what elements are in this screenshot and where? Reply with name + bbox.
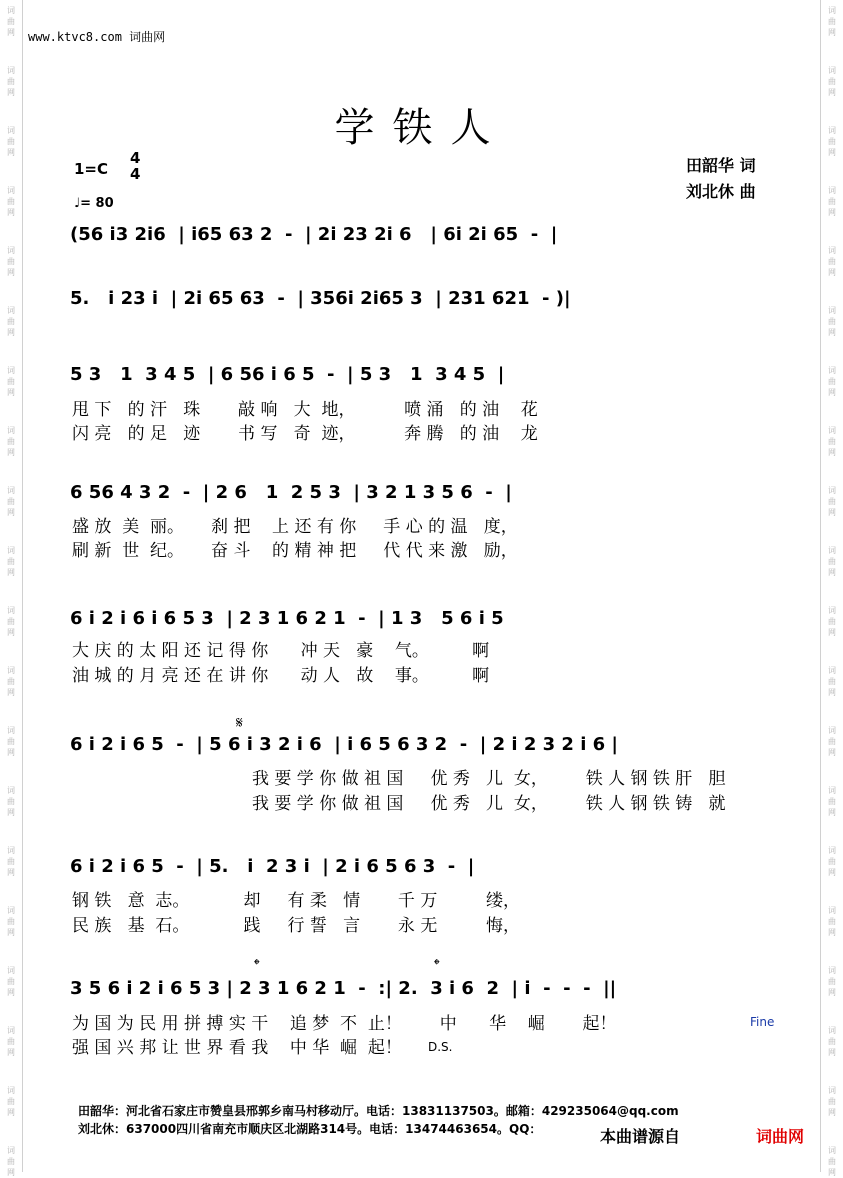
- watermark-glyph: 词: [7, 966, 15, 975]
- watermark-glyph: 词: [828, 186, 836, 195]
- watermark-glyph: 网: [7, 328, 15, 337]
- watermark-glyph: 词: [7, 546, 15, 555]
- watermark-glyph: 曲: [828, 77, 836, 86]
- watermark-glyph: 网: [7, 268, 15, 277]
- watermark-glyph: 曲: [7, 617, 15, 626]
- notation-row-6: 6 i 2 i 6 5 - | 5 6 i 3 2 i 6 | i 6 5 6 3 2 - | 2 i 2 3 2 i 6 |: [70, 734, 618, 755]
- lyric-line-6b: 我 要 学 你 做 祖 国 优 秀 儿 女， 铁 人 钢 铁 铸 就: [252, 794, 726, 814]
- watermark-glyph: 词: [828, 306, 836, 315]
- watermark-glyph: 词: [828, 246, 836, 255]
- lyric-line-7a: 钢 铁 意 志。 却 有 柔 情 千 万 缕，: [72, 891, 520, 911]
- watermark-glyph: 网: [828, 148, 836, 157]
- watermark-glyph: 词: [828, 966, 836, 975]
- watermark-glyph: 网: [7, 748, 15, 757]
- notation-row-7: 6 i 2 i 6 5 - | 5. i 2 3 i | 2 i 6 5 6 3 - |: [70, 856, 475, 877]
- watermark-glyph: 网: [828, 988, 836, 997]
- watermark-glyph: 词: [7, 246, 15, 255]
- lyric-line-7b: 民 族 基 石。 践 行 誓 言 永 无 悔，: [72, 916, 520, 936]
- watermark-glyph: 词: [828, 606, 836, 615]
- watermark-glyph: 曲: [828, 137, 836, 146]
- watermark-glyph: 网: [7, 1048, 15, 1057]
- watermark-glyph: 词: [7, 786, 15, 795]
- watermark-glyph: 曲: [7, 977, 15, 986]
- watermark-glyph: 网: [828, 868, 836, 877]
- watermark-glyph: 曲: [7, 1037, 15, 1046]
- watermark-glyph: 曲: [828, 797, 836, 806]
- source-label: 本曲谱源自: [600, 1127, 681, 1146]
- lyric-line-3b: 闪 亮 的 足 迹 书 写 奇 迹， 奔 腾 的 油 龙: [72, 424, 538, 444]
- watermark-glyph: 词: [828, 1146, 836, 1155]
- watermark-glyph: 曲: [828, 617, 836, 626]
- watermark-glyph: 曲: [828, 557, 836, 566]
- quarter-note-icon: ♩: [74, 196, 81, 211]
- watermark-glyph: 曲: [828, 257, 836, 266]
- notation-row-4: 6 56 4 3 2 - | 2 6 1 2 5 3 | 3 2 1 3 5 6 - |: [70, 482, 512, 503]
- watermark-glyph: 曲: [7, 797, 15, 806]
- lyric-line-5b: 油 城 的 月 亮 还 在 讲 你 动 人 故 事。 啊: [72, 666, 490, 686]
- watermark-glyph: 曲: [7, 137, 15, 146]
- left-watermark-strip: [0, 0, 23, 1177]
- watermark-glyph: 曲: [7, 317, 15, 326]
- meter-top: 4: [130, 149, 141, 167]
- watermark-glyph: 词: [828, 906, 836, 915]
- site-header[interactable]: [28, 28, 165, 45]
- watermark-glyph: 曲: [7, 377, 15, 386]
- footer-composer-contact: 刘北休：637000四川省南充市顺庆区北湖路314号。电话：13474463654。QQ：: [78, 1122, 542, 1136]
- watermark-glyph: 曲: [828, 377, 836, 386]
- watermark-glyph: 网: [828, 688, 836, 697]
- watermark-glyph: 词: [7, 1026, 15, 1035]
- watermark-glyph: 词: [828, 1026, 836, 1035]
- watermark-glyph: 词: [7, 66, 15, 75]
- watermark-glyph: 词: [7, 1146, 15, 1155]
- watermark-glyph: 曲: [828, 1037, 836, 1046]
- watermark-glyph: 网: [828, 88, 836, 97]
- watermark-glyph: 词: [7, 1086, 15, 1095]
- watermark-glyph: 网: [828, 1168, 836, 1177]
- lyric-line-6a: 我 要 学 你 做 祖 国 优 秀 儿 女， 铁 人 钢 铁 肝 胆: [252, 769, 726, 789]
- tempo-marking: [74, 196, 114, 211]
- watermark-glyph: 网: [828, 388, 836, 397]
- watermark-glyph: 词: [7, 906, 15, 915]
- watermark-glyph: 网: [828, 208, 836, 217]
- watermark-glyph: 网: [828, 508, 836, 517]
- watermark-glyph: 网: [828, 1108, 836, 1117]
- watermark-glyph: 曲: [7, 1157, 15, 1166]
- lyric-line-3a: 甩 下 的 汗 珠 敲 响 大 地， 喷 涌 的 油 花: [72, 400, 538, 420]
- watermark-glyph: 网: [7, 388, 15, 397]
- watermark-glyph: 词: [7, 306, 15, 315]
- watermark-glyph: 词: [7, 726, 15, 735]
- watermark-glyph: 词: [7, 846, 15, 855]
- watermark-glyph: 词: [7, 6, 15, 15]
- watermark-glyph: 网: [828, 28, 836, 37]
- watermark-glyph: 曲: [7, 257, 15, 266]
- watermark-glyph: 词: [828, 486, 836, 495]
- watermark-glyph: 曲: [7, 497, 15, 506]
- watermark-glyph: 词: [828, 726, 836, 735]
- notation-row-5: 6 i 2 i 6 i 6 5 3 | 2 3 1 6 2 1 - | 1 3 5 6 i 5: [70, 608, 504, 629]
- watermark-glyph: 词: [828, 1086, 836, 1095]
- watermark-glyph: 网: [7, 508, 15, 517]
- watermark-glyph: 网: [828, 328, 836, 337]
- watermark-glyph: 曲: [7, 917, 15, 926]
- watermark-glyph: 曲: [828, 737, 836, 746]
- watermark-glyph: 词: [828, 66, 836, 75]
- watermark-glyph: 曲: [828, 857, 836, 866]
- notation-row-1: (56 i3 2i6 | i65 63 2 - | 2i 23 2i 6 | 6i 2i 65 - |: [70, 224, 558, 245]
- watermark-glyph: 词: [828, 6, 836, 15]
- watermark-glyph: 曲: [828, 437, 836, 446]
- watermark-glyph: 网: [7, 28, 15, 37]
- right-watermark-strip: [820, 0, 843, 1177]
- watermark-glyph: 曲: [7, 737, 15, 746]
- footer-lyricist-contact: 田韶华：河北省石家庄市赞皇县邢郭乡南马村移动厅。电话：13831137503。邮箱：429235064@qq.com: [78, 1104, 679, 1118]
- watermark-glyph: 曲: [7, 197, 15, 206]
- watermark-glyph: 网: [7, 808, 15, 817]
- watermark-glyph: 曲: [828, 917, 836, 926]
- ds-marking: D.S.: [428, 1040, 453, 1054]
- lyric-line-8a: 为 国 为 民 用 拼 搏 实 干 追 梦 不 止！ 中 华 崛 起！: [72, 1014, 617, 1034]
- watermark-glyph: 曲: [828, 17, 836, 26]
- watermark-glyph: 曲: [7, 677, 15, 686]
- watermark-glyph: 词: [828, 666, 836, 675]
- tempo-value: = 80: [80, 196, 114, 211]
- watermark-glyph: 网: [7, 208, 15, 217]
- watermark-glyph: 网: [828, 808, 836, 817]
- watermark-glyph: 词: [7, 186, 15, 195]
- watermark-glyph: 曲: [7, 77, 15, 86]
- notation-row-3: 5 3 1 3 4 5 | 6 56 i 6 5 - | 5 3 1 3 4 5 |: [70, 364, 505, 385]
- watermark-glyph: 网: [828, 448, 836, 457]
- watermark-glyph: 曲: [7, 857, 15, 866]
- coda-mark-1: 𝄌: [254, 955, 260, 974]
- watermark-glyph: 网: [7, 1168, 15, 1177]
- composer-credit: 刘北休 曲: [686, 182, 756, 201]
- segno-mark: 𝄋: [236, 713, 243, 732]
- lyric-line-8b: 强 国 兴 邦 让 世 界 看 我 中 华 崛 起！: [72, 1038, 402, 1058]
- notation-row-2: 5. i 23 i | 2i 65 63 - | 356i 2i65 3 | 231 621 - )|: [70, 288, 571, 309]
- watermark-glyph: 网: [828, 928, 836, 937]
- watermark-glyph: 词: [7, 426, 15, 435]
- lyric-line-4b: 刷 新 世 纪。 奋 斗 的 精 神 把 代 代 来 激 励，: [72, 541, 518, 561]
- watermark-glyph: 网: [828, 268, 836, 277]
- watermark-glyph: 网: [828, 568, 836, 577]
- watermark-glyph: 曲: [828, 977, 836, 986]
- time-signature: [130, 150, 140, 182]
- watermark-glyph: 词: [828, 546, 836, 555]
- watermark-glyph: 网: [7, 928, 15, 937]
- lyric-line-4a: 盛 放 美 丽。 刹 把 上 还 有 你 手 心 的 温 度，: [72, 517, 518, 537]
- watermark-glyph: 词: [828, 846, 836, 855]
- watermark-glyph: 曲: [7, 1097, 15, 1106]
- coda-mark-2: 𝄌: [434, 955, 440, 974]
- watermark-glyph: 词: [828, 786, 836, 795]
- site-name: 词曲网: [129, 30, 166, 44]
- song-title: 学铁人: [334, 105, 509, 151]
- watermark-glyph: 网: [7, 868, 15, 877]
- watermark-glyph: 词: [7, 486, 15, 495]
- watermark-glyph: 网: [7, 688, 15, 697]
- meter-bottom: 4: [130, 165, 141, 183]
- brand-logo[interactable]: 词曲网: [756, 1127, 805, 1146]
- lyric-line-5a: 大 庆 的 太 阳 还 记 得 你 冲 天 豪 气。 啊: [72, 641, 490, 661]
- watermark-glyph: 网: [7, 148, 15, 157]
- watermark-glyph: 网: [7, 88, 15, 97]
- watermark-glyph: 曲: [828, 497, 836, 506]
- watermark-glyph: 曲: [828, 1097, 836, 1106]
- watermark-glyph: 曲: [828, 677, 836, 686]
- watermark-glyph: 词: [828, 366, 836, 375]
- watermark-glyph: 网: [828, 748, 836, 757]
- watermark-glyph: 曲: [7, 557, 15, 566]
- watermark-glyph: 词: [7, 126, 15, 135]
- watermark-glyph: 词: [7, 366, 15, 375]
- watermark-glyph: 词: [7, 606, 15, 615]
- watermark-glyph: 曲: [828, 317, 836, 326]
- watermark-glyph: 曲: [828, 1157, 836, 1166]
- watermark-glyph: 网: [7, 448, 15, 457]
- watermark-glyph: 网: [7, 1108, 15, 1117]
- watermark-glyph: 曲: [7, 437, 15, 446]
- watermark-glyph: 词: [828, 426, 836, 435]
- fine-marking: Fine: [750, 1015, 775, 1029]
- lyricist-credit: 田韶华 词: [686, 156, 756, 175]
- watermark-glyph: 词: [7, 666, 15, 675]
- watermark-glyph: 词: [828, 126, 836, 135]
- watermark-glyph: 网: [7, 988, 15, 997]
- watermark-glyph: 网: [7, 568, 15, 577]
- watermark-glyph: 网: [7, 628, 15, 637]
- key-signature: 1=C: [74, 160, 109, 178]
- watermark-glyph: 网: [828, 1048, 836, 1057]
- watermark-glyph: 曲: [7, 17, 15, 26]
- site-url[interactable]: www.ktvc8.com: [28, 30, 122, 44]
- notation-row-8: 3 5 6 i 2 i 6 5 3 | 2 3 1 6 2 1 - :| 2. 3 i 6 2 | i - - - ||: [70, 978, 617, 999]
- watermark-glyph: 曲: [828, 197, 836, 206]
- watermark-glyph: 网: [828, 628, 836, 637]
